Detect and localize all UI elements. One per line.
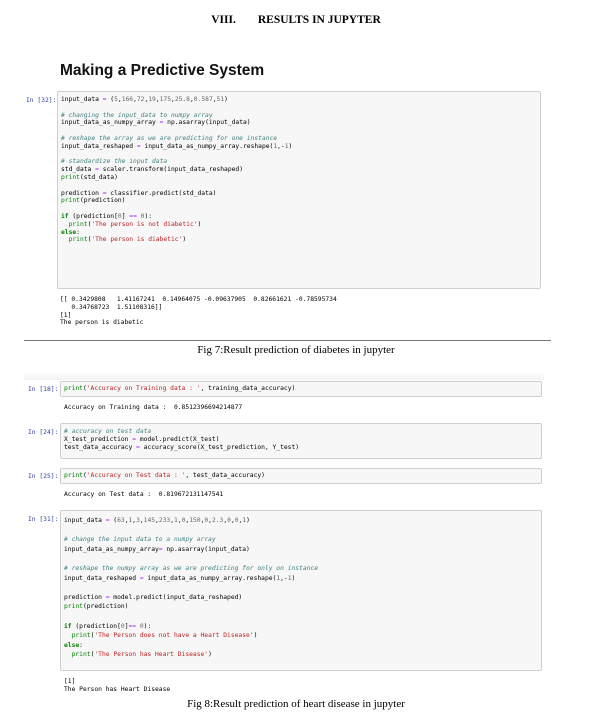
output-line: The person is diabetic — [60, 319, 144, 327]
code-line: print(std_data) — [61, 173, 118, 181]
section-heading-title: RESULTS IN JUPYTER — [257, 14, 381, 26]
code-cell-test-accuracy[interactable] — [60, 468, 542, 484]
code-line: else: — [61, 228, 80, 236]
code-cell-heart-disease[interactable] — [60, 510, 542, 671]
code-line: print('The person is not diabetic') — [68, 220, 202, 228]
code-line: prediction = model.predict(input_data_reshaped) — [64, 593, 243, 601]
code-line: if (prediction[0]== 0): — [64, 622, 152, 630]
output-line: Accuracy on Test data : 0.819672131147541 — [64, 491, 224, 498]
code-input-diabetes[interactable] — [61, 96, 292, 244]
cell-prompt-24: In [24]: — [28, 429, 59, 436]
code-cell-diabetes[interactable] — [57, 91, 541, 289]
code-line: print(prediction) — [64, 603, 129, 611]
output-line: [1] — [60, 311, 72, 319]
code-line: # change the input data to a numpy array — [64, 536, 216, 544]
section-heading — [0, 14, 592, 26]
divider — [24, 340, 551, 341]
code-line: print('Accuracy on Training data : ', training_data_accuracy) — [64, 385, 296, 392]
cell-prompt-31: In [31]: — [28, 516, 59, 523]
code-line: input_data = (63,1,3,145,233,1,0,150,0,2.3,0,0,1) — [64, 517, 250, 524]
code-line: if (prediction[0] == 0): — [61, 212, 153, 220]
code-line: test_data_accuracy = accuracy_score(X_test_prediction, Y_test) — [64, 443, 300, 451]
code-line: # accuracy on test data — [64, 428, 152, 435]
cell-output-test-accuracy — [64, 491, 223, 499]
cell-prompt-32: In [32]: — [26, 97, 57, 104]
code-line: print('The Person does not have a Heart Disease') — [71, 632, 258, 640]
code-cell-train-accuracy[interactable] — [60, 381, 542, 397]
cell-output-diabetes — [60, 296, 337, 327]
code-line: # changing the input_data to numpy array — [61, 111, 213, 119]
code-line: input_data_reshaped = input_data_as_numpy_array.reshape(1,-1) — [61, 142, 293, 150]
code-line: print('The Person has Heart Disease') — [71, 651, 212, 659]
cell-prompt-18: In [18]: — [28, 386, 59, 393]
code-line: input_data_as_numpy_array= np.asarray(input_data) — [64, 545, 250, 553]
figure-caption-7: Fig 7:Result prediction of diabetes in jupyter — [197, 344, 395, 356]
code-line: input_data = (5,166,72,19,175,25.8,0.587,51) — [61, 96, 228, 103]
cell-output-heart-disease — [64, 678, 170, 694]
code-input-test-prediction[interactable] — [64, 428, 299, 451]
code-cell-test-prediction[interactable] — [60, 423, 542, 459]
code-line: X_test_prediction = model.predict(X_test) — [64, 435, 220, 443]
figure-caption-8: Fig 8:Result prediction of heart disease in jupyter — [187, 698, 405, 710]
code-input-train-accuracy[interactable] — [64, 385, 295, 393]
code-line: std_data = scaler.transform(input_data_reshaped) — [61, 166, 243, 174]
code-input-heart-disease[interactable] — [64, 516, 318, 660]
output-line: [[ 0.3429808 1.41167241 0.14964075 -0.09637905 0.82661621 -0.78595734 — [60, 296, 337, 303]
notebook-section-title: Making a Predictive System — [60, 62, 265, 79]
output-line: 0.34768723 1.51108316]] — [60, 303, 163, 311]
code-line: # standardize the input data — [61, 158, 168, 166]
code-input-test-accuracy[interactable] — [64, 472, 265, 480]
output-line: Accuracy on Training data : 0.8512396694214877 — [64, 404, 243, 411]
code-line: print('The person is diabetic') — [68, 236, 187, 244]
output-line: [1] — [64, 678, 76, 685]
code-line: # reshape the array as we are predicting for one instance — [61, 134, 278, 142]
code-line: input_data_reshaped = input_data_as_numpy_array.reshape(1,-1) — [64, 574, 296, 582]
code-line: prediction = classifier.predict(std_data) — [61, 189, 217, 197]
cell-prompt-25: In [25]: — [28, 473, 59, 480]
screenshot-edge — [24, 372, 544, 380]
output-line: The Person has Heart Disease — [64, 685, 171, 693]
code-line: print(prediction) — [61, 197, 126, 205]
code-line: print('Accuracy on Test data : ', test_data_accuracy) — [64, 472, 265, 479]
code-line: input_data_as_numpy_array = np.asarray(input_data) — [61, 119, 251, 127]
code-line: # reshape the numpy array as we are predicting for only on instance — [64, 564, 319, 572]
cell-output-train-accuracy — [64, 404, 242, 412]
code-line: else: — [64, 641, 83, 649]
section-numeral: VIII. — [211, 14, 236, 26]
